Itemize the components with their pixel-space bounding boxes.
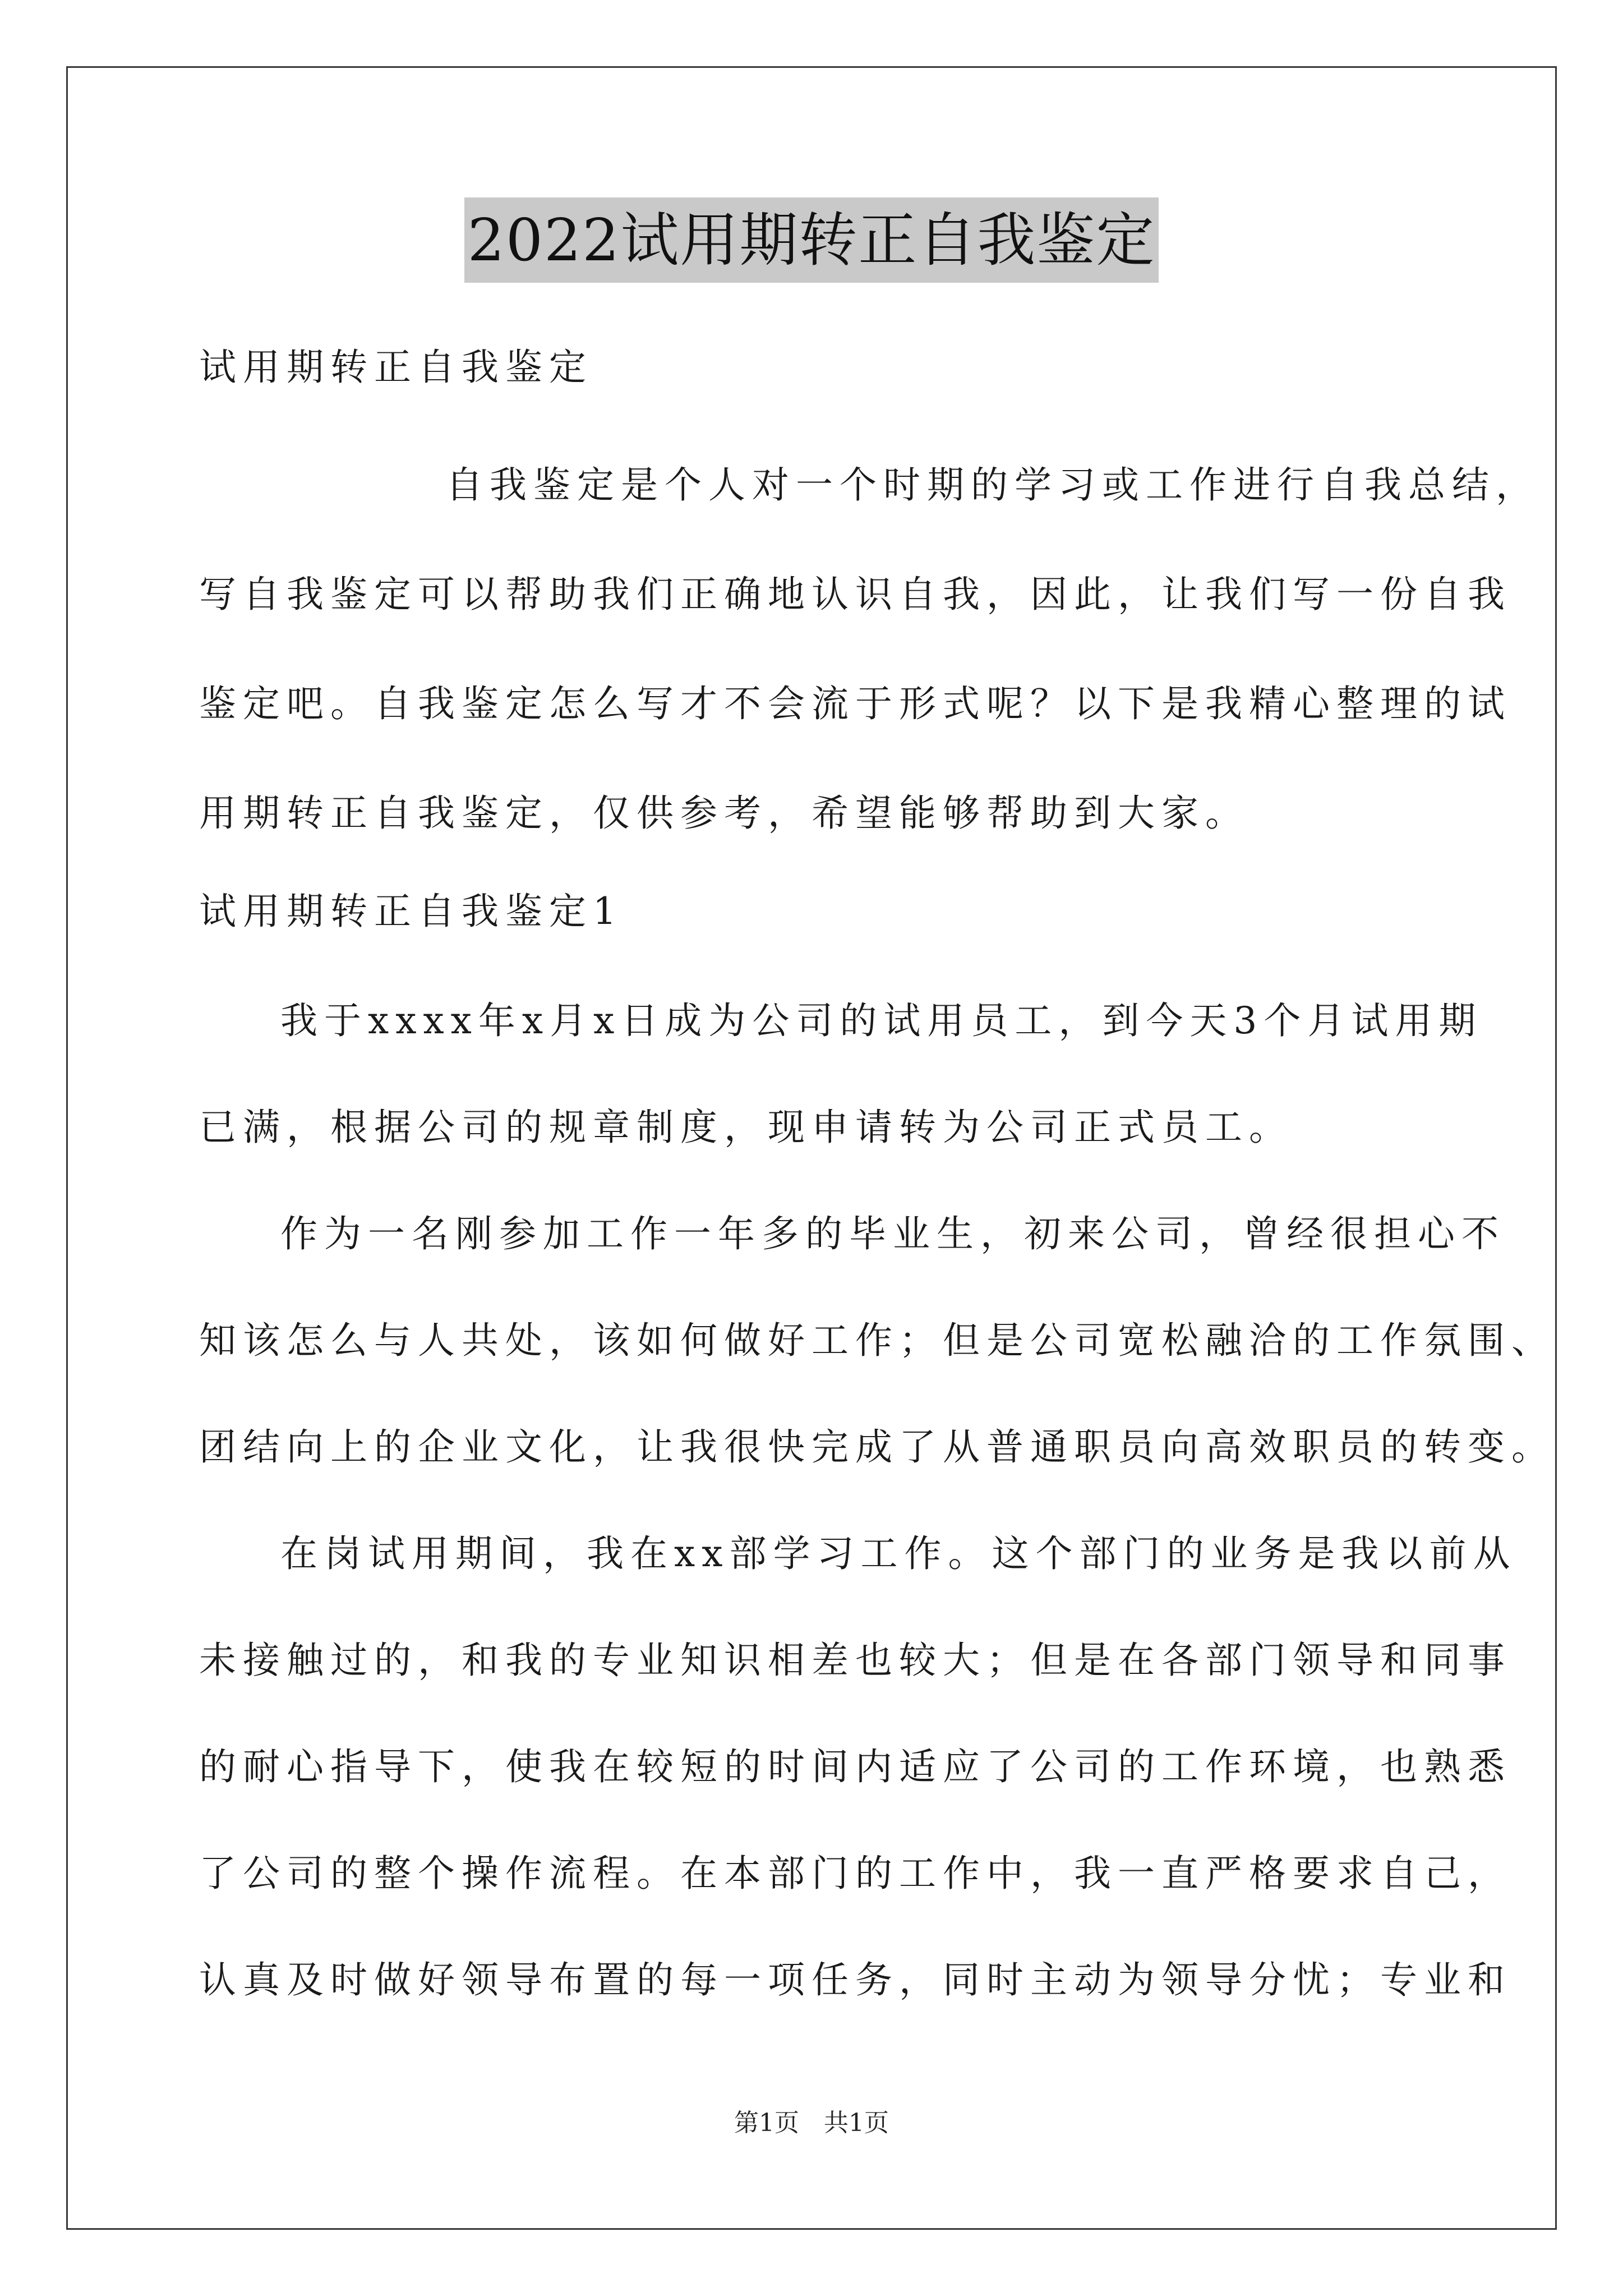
paragraph-line: 了公司的整个操作流程。在本部门的工作中，我一直严格要求自己，: [199, 1852, 1511, 1895]
page-count: 共1页: [824, 2109, 889, 2137]
paragraph-line: 自我鉴定是个人对一个时期的学习或工作进行自我总结，: [446, 463, 1539, 507]
paragraph-line: 的耐心指导下，使我在较短的时间内适应了公司的工作环境，也熟悉: [199, 1745, 1511, 1788]
paragraph-line: 已满，根据公司的规章制度，现申请转为公司正式员工。: [199, 1106, 1293, 1149]
paragraph-line: 写自我鉴定可以帮助我们正确地认识自我，因此，让我们写一份自我: [199, 573, 1511, 616]
paragraph-line: 鉴定吧。自我鉴定怎么写才不会流于形式呢？以下是我精心整理的试: [199, 682, 1511, 725]
page-number: 第1页: [734, 2109, 799, 2137]
document-title: 2022试用期转正自我鉴定: [464, 197, 1159, 283]
title-container: [0, 197, 1623, 283]
paragraph-line: 在岗试用期间，我在xx部学习工作。这个部门的业务是我以前从: [280, 1532, 1517, 1575]
page-footer: [0, 2106, 1623, 2140]
section-heading: 试用期转正自我鉴定: [199, 346, 593, 389]
paragraph-line: 认真及时做好领导布置的每一项任务，同时主动为领导分忧；专业和: [199, 1958, 1511, 2001]
paragraph-line: 我于xxxx年x月x日成为公司的试用员工，到今天3个月试用期: [280, 999, 1483, 1042]
paragraph-line: 作为一名刚参加工作一年多的毕业生，初来公司，曾经很担心不: [280, 1212, 1505, 1255]
paragraph-line: 用期转正自我鉴定，仅供参考，希望能够帮助到大家。: [199, 792, 1249, 835]
section-heading: 试用期转正自我鉴定1: [199, 890, 623, 933]
paragraph-line: 团结向上的企业文化，让我很快完成了从普通职员向高效职员的转变。: [199, 1425, 1555, 1469]
paragraph-line: 知该怎么与人共处，该如何做好工作；但是公司宽松融洽的工作氛围、: [199, 1319, 1555, 1362]
paragraph-line: 未接触过的，和我的专业知识相差也较大；但是在各部门领导和同事: [199, 1639, 1511, 1682]
